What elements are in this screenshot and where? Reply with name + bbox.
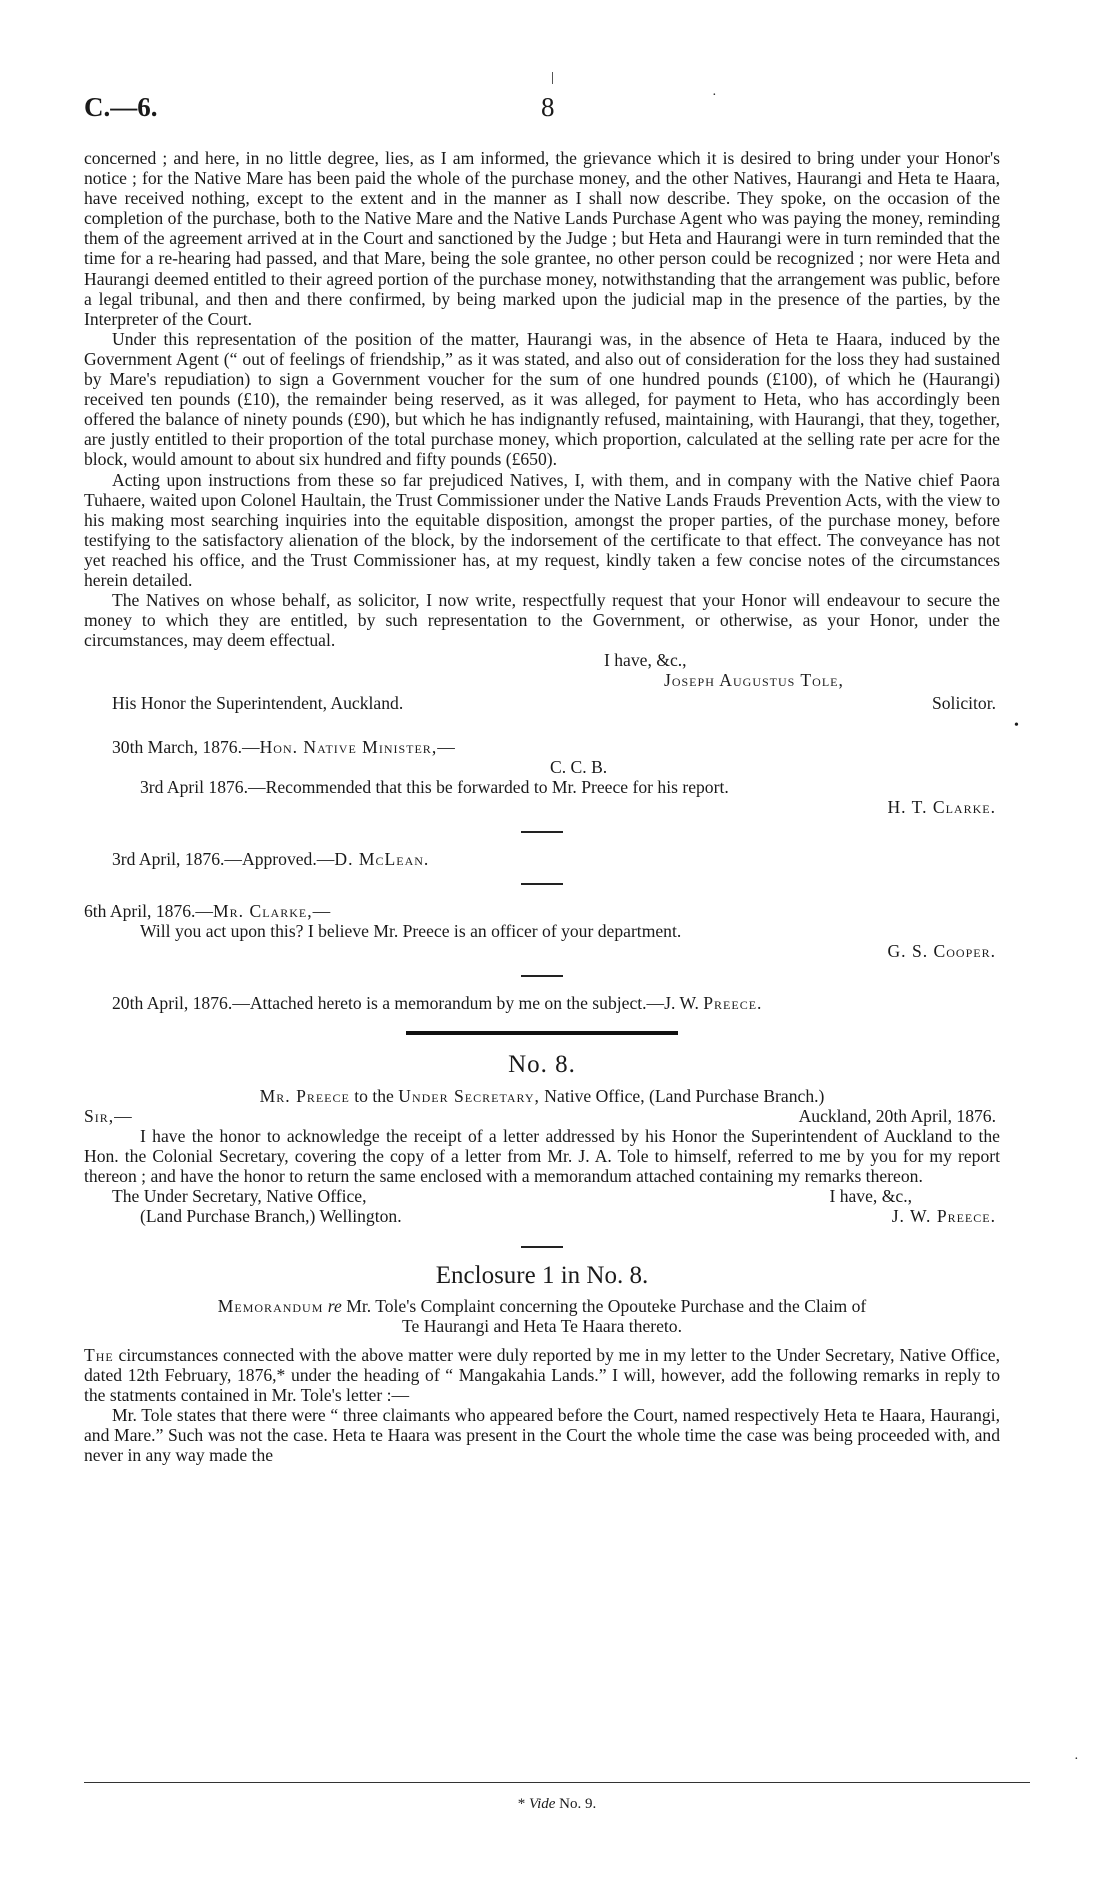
paper-number: C.—6. <box>84 92 158 122</box>
minute-5-text: 20th April, 1876.—Attached hereto is a memorandum by me on the subject.—J. W. <box>112 993 704 1014</box>
no8-body: I have the honor to acknowledge the receipt of a letter addressed by his Honor the Superintendent of Auckland to the Hon. the Colonial Secretary, covering the copy of a letter from Mr. J. A. Tole to himself, referred to me by you for my report thereon ; and have the honor to return the same enclosed with a memorandum attached containing my remarks thereon. <box>84 1125 1000 1186</box>
no8-addressee-2: (Land Purchase Branch,) Wellington. <box>140 1206 402 1227</box>
memo-paragraph-1 <box>84 1345 1000 1405</box>
memo-lead: The <box>84 1344 114 1365</box>
no8-signer: J. W. Preece. <box>891 1206 996 1227</box>
minute-4-signer: G. S. Cooper. <box>887 941 996 962</box>
minute-3-text: 3rd April, 1876.—Approved.— <box>112 849 335 869</box>
memo-title-line-1: Mr. Tole's Complaint concerning the Opouteke Purchase and the Claim of <box>346 1296 867 1317</box>
minute-4-line2: Will you act upon this? I believe Mr. Preece is an officer of your department. <box>140 921 682 942</box>
no8-footer-row-2 <box>84 1206 1000 1226</box>
document-body <box>84 148 1000 1465</box>
stray-mark: · <box>712 88 717 103</box>
footnote-ref: No. 9. <box>555 1796 597 1812</box>
minute-1-text: 30th March, 1876.— <box>112 736 260 757</box>
margin-mark: · <box>1074 1752 1079 1767</box>
subheading-part-4: Under Secretary, <box>398 1085 540 1106</box>
section-rule <box>406 1031 678 1035</box>
footnote-rule <box>84 1782 1030 1783</box>
salutation-row <box>84 1106 1000 1126</box>
subheading-part-3: to the <box>349 1085 399 1106</box>
minute-3 <box>84 849 1000 869</box>
subheading-part-1: Mr. <box>259 1085 297 1106</box>
header-tick <box>552 72 553 84</box>
separator-rule <box>521 883 563 885</box>
minute-3-name: D. McLean. <box>334 849 430 869</box>
no8-addressee-1: The Under Secretary, Native Office, <box>112 1186 367 1207</box>
footnote-star: * <box>517 1796 530 1812</box>
letter-paragraph-3: Acting upon instructions from these so far prejudiced Natives, I, with them, and in company with the Native chief Paora Tuhaere, waited upon Colonel Haultain, the Trust Commissioner under the Native Lands Frauds Prevention Acts, with the view to his making most searching inquiries into the equitable disposition, amongst the proper parties, of the purchase money, before testifying to the satisfactory alienation of the block, by the indorsement of the certificate to that effect. The conveyance has not yet reached his office, and the Trust Commissioner has, at my request, kindly taken a few concise notes of the circumstances herein detailed. <box>84 469 1000 590</box>
minute-2: 3rd April 1876.—Recommended that this be forwarded to Mr. Preece for his report. <box>140 776 729 797</box>
page-number: 8 <box>541 92 555 122</box>
letter-addressee: His Honor the Superintendent, Auckland. <box>112 692 404 713</box>
salutation: Sir,— <box>84 1105 133 1126</box>
letter-subheading <box>84 1086 1000 1106</box>
minute-1-name: Hon. Native Minister,— <box>259 736 456 757</box>
letter-role: Solicitor. <box>931 692 996 713</box>
no8-footer-row-1 <box>84 1186 1000 1206</box>
minute-2-signer: H. T. Clarke. <box>887 796 996 817</box>
separator-rule <box>521 975 563 977</box>
memo-title-line-2: Te Haurangi and Heta Te Haara thereto. <box>401 1316 683 1337</box>
separator-rule <box>521 831 563 833</box>
letter-signer: Joseph Augustus Tole, <box>664 670 844 691</box>
letter-paragraph-2: Under this representation of the position of the matter, Haurangi was, in the absence of Heta te Haara, induced by the Government Agent (“ out of feelings of friendship,” as it was stated, and also out of consideration for the loss they had sustained by Mare's repudiation) to sign a Government voucher for the sum of one hundred pounds (£100), of which he (Haurangi) received ten pounds (£10), the remainder being reserved, as it was alleged, for payment to Heta, who has accordingly been offered the balance of ninety pounds (£90), but which he has indignantly refused, maintaining, with Haurangi, that they, together, are justly entitled to their proportion of the total purchase money, which proportion, calculated at the selling rate per acre for the block, would amount to about six hundred and fifty pounds (£650). <box>84 328 1000 470</box>
footnote-vide: Vide <box>529 1796 556 1812</box>
minute-4-text: 6th April, 1876.— <box>84 901 214 922</box>
memo-re: re <box>323 1296 347 1317</box>
letter-paragraph-4: The Natives on whose behalf, as solicitor, I now write, respectfully request that your Honor will endeavour to secure the money to which they are entitled, by such representation to the Government, or otherwise, as your Honor, under the circumstances, may deem effectual. <box>84 590 1000 651</box>
memo-paragraph-2: Mr. Tole states that there were “ three claimants who appeared before the Court, named respectively Heta te Haara, Haurangi, and Mare.” Such was not the case. Heta te Haara was present in the Court the whole time the case was being proceeded with, and never in any way made the <box>84 1404 1000 1465</box>
letter-footer-row <box>84 693 1000 713</box>
minute-1-signer: C. C. B. <box>550 756 608 777</box>
margin-mark: • <box>1014 718 1019 733</box>
minute-4-name: Mr. Clarke,— <box>213 901 332 922</box>
footnote <box>0 1796 1114 1813</box>
minute-5-name: Preece. <box>703 993 763 1014</box>
place-date: Auckland, 20th April, 1876. <box>798 1105 996 1126</box>
minute-4 <box>84 901 1000 921</box>
subheading-part-5: Native Office, (Land Purchase Branch.) <box>539 1085 825 1106</box>
subheading-part-2: Preece <box>296 1085 350 1106</box>
letter-closing: I have, &c., <box>604 650 687 671</box>
no8-closing: I have, &c., <box>829 1186 912 1207</box>
separator-rule <box>521 1246 563 1248</box>
memo-label: Memorandum <box>217 1296 324 1317</box>
letter-paragraph-1: concerned ; and here, in no little degree, lies, as I am informed, the grievance which it is desired to bring under your Honor's notice ; for the Native Mare has been paid the whole of the purchase money, and the other Natives, Haurangi and Heta te Haara, have received nothing, except to the extent and in the manner as I shall now describe. They spoke, on the occasion of the completion of the purchase, both to the Native Mare and the Native Lands Purchase Agent who was paying the money, reminding them of the agreement arrived at in the Court and sanctioned by the Judge ; but Heta and Haurangi were in turn reminded that the time for a re-hearing had passed, and that Mare, being the sole grantee, no other person could be recognized ; nor were Heta and Haurangi deemed entitled to their agreed portion of the purchase money, notwithstanding that the arrangement was public, before a legal tribunal, and then and there confirmed, by being marked upon the judicial map in the presence of the parties, by the Interpreter of the Court. <box>84 148 1000 329</box>
memo-paragraph-1-text: circumstances connected with the above matter were duly reported by me in my letter to the Under Secretary, Native Office, dated 12th February, 1876,* under the heading of “ Mangakahia Lands.” I will, however, add the following remarks in reply to the statments contained in Mr. Tole's letter :— <box>84 1344 1000 1405</box>
section-heading: No. 8. <box>508 1051 576 1079</box>
enclosure-heading: Enclosure 1 in No. 8. <box>435 1262 649 1290</box>
minute-5 <box>84 993 1000 1013</box>
memo-title <box>84 1296 1000 1336</box>
minute-1 <box>84 737 1000 757</box>
